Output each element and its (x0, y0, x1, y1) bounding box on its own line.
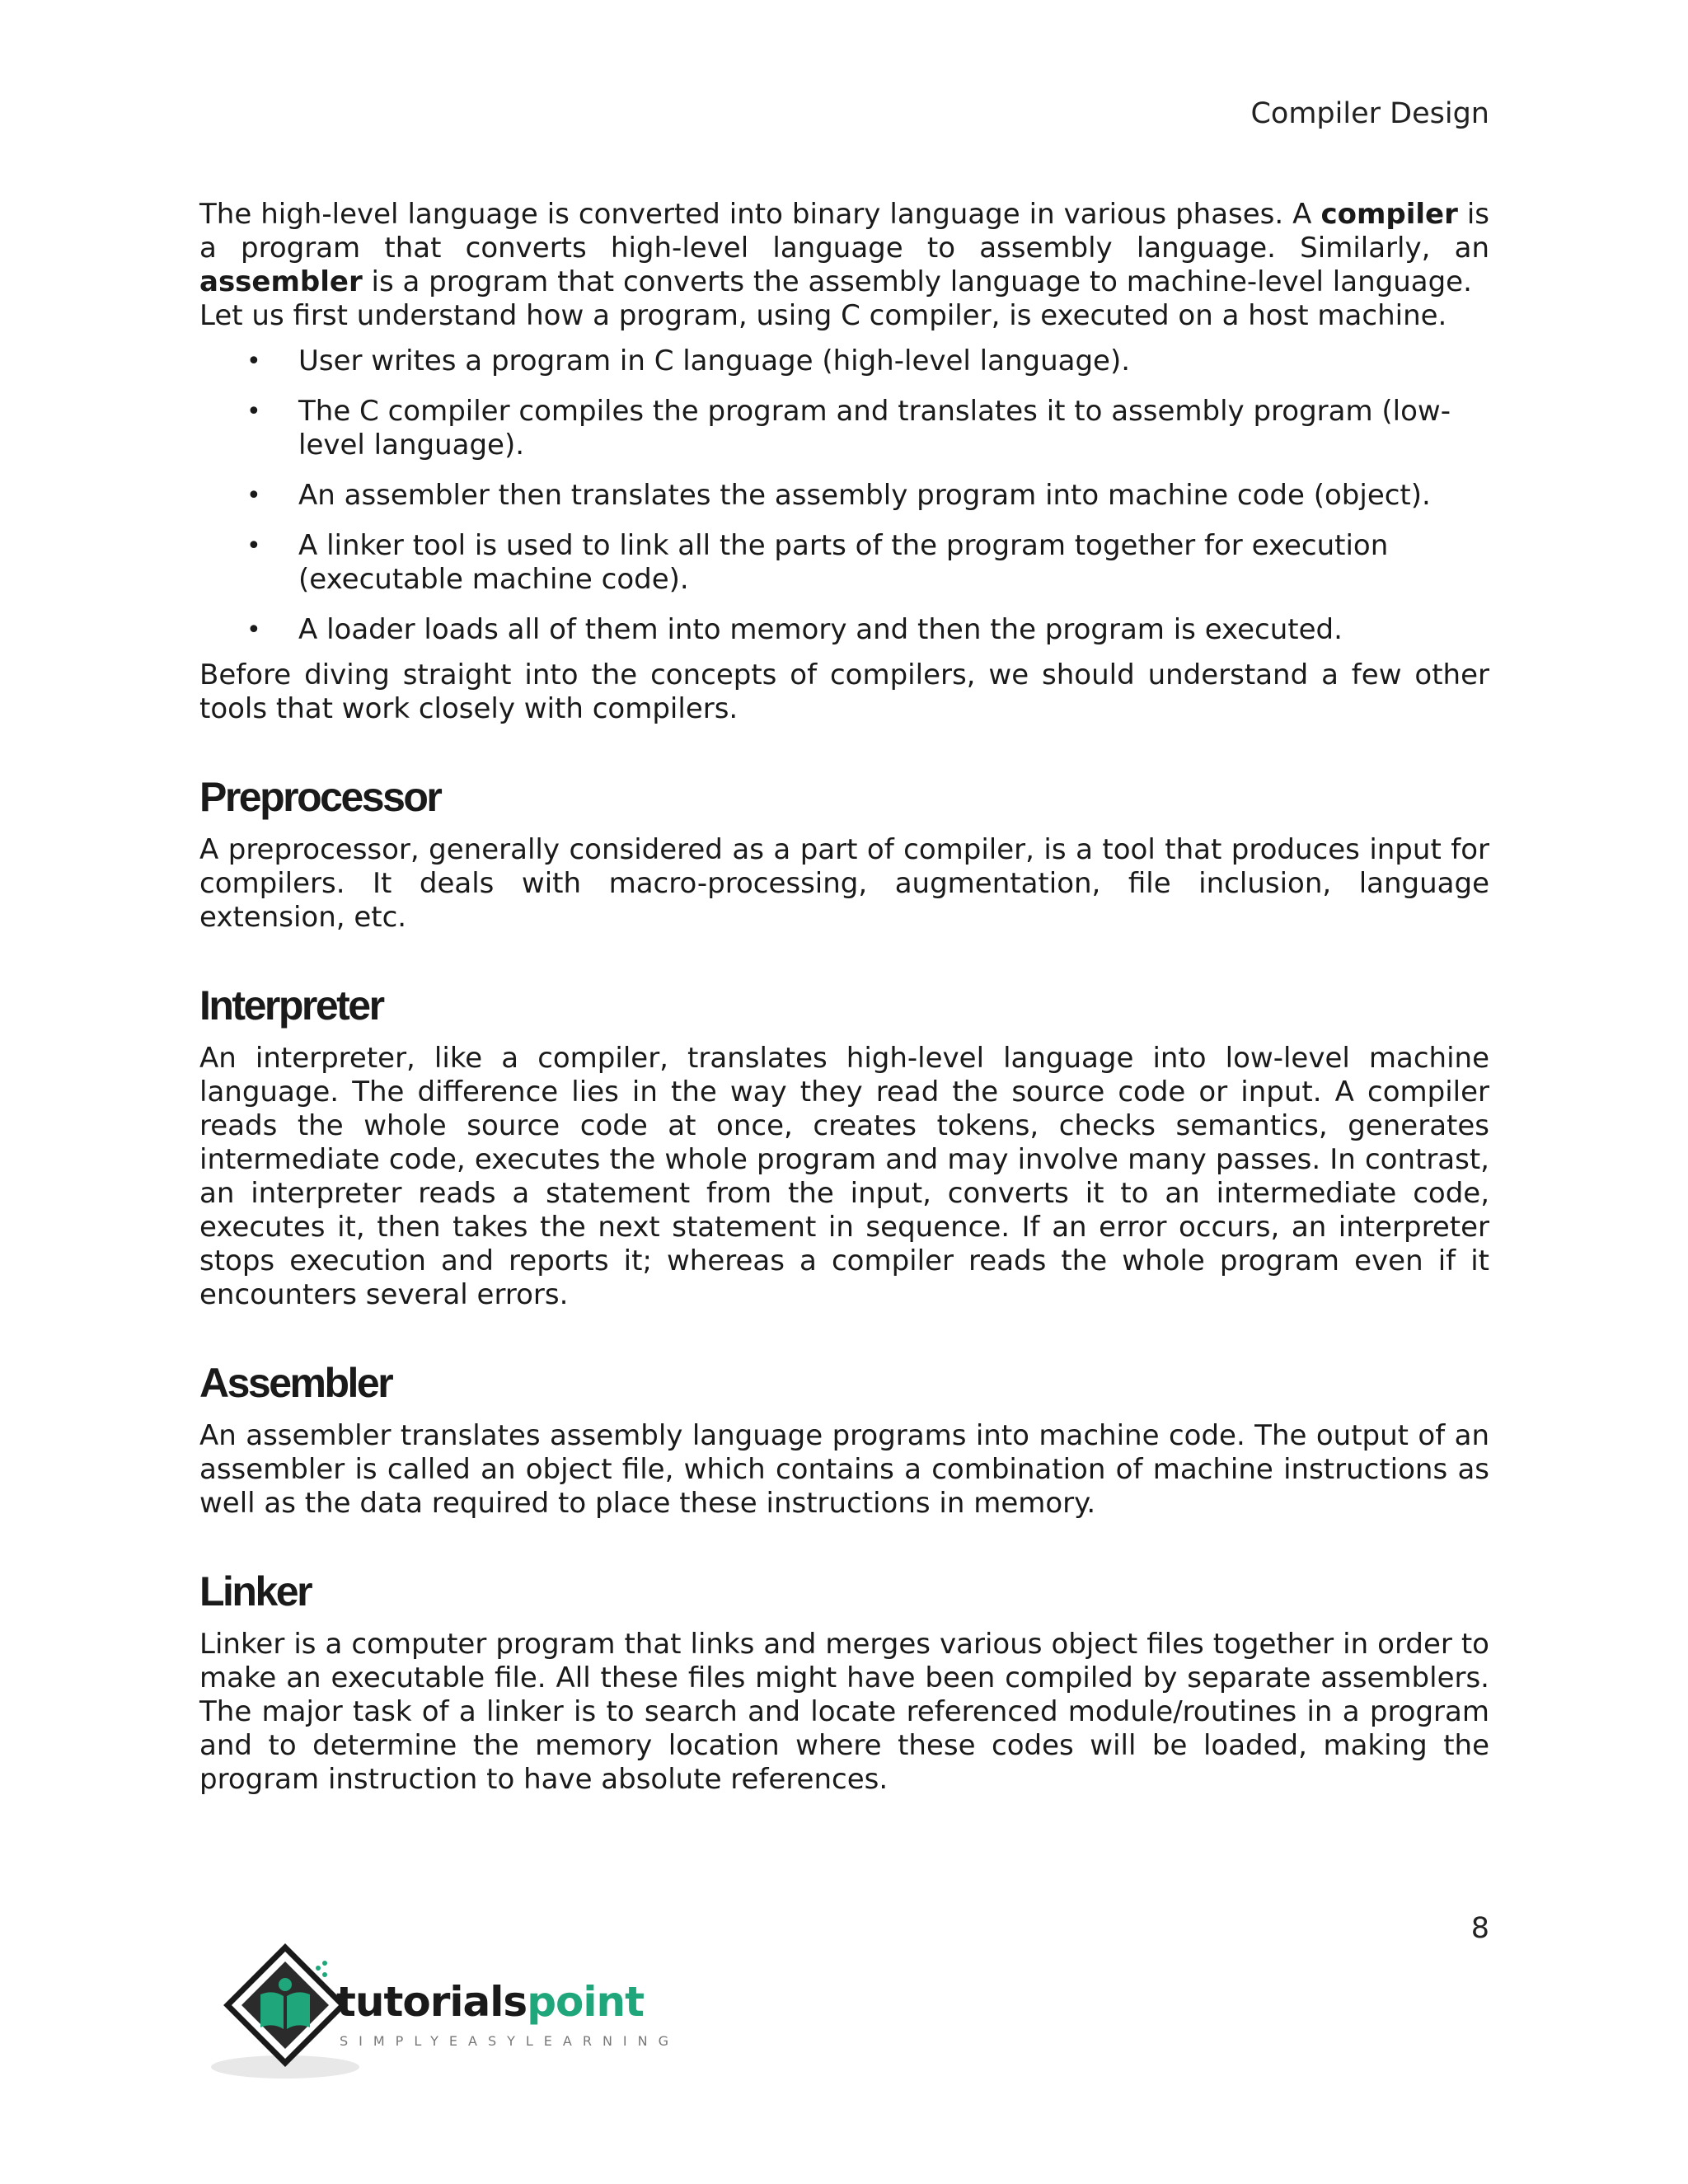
term-assembler: assembler (199, 265, 363, 298)
section-preprocessor (199, 772, 1489, 935)
list-item: • An assembler then translates the assembly program into machine code (object). (246, 479, 1431, 512)
list-item: • A loader loads all of them into memory and then the program is executed. (246, 613, 1343, 646)
section-heading: Interpreter (199, 982, 383, 1029)
tutorialspoint-logo (195, 1943, 689, 2092)
list-item: • User writes a program in C language (high-level language). (246, 344, 1131, 377)
bullet-icon: • (246, 347, 261, 376)
section-heading: Preprocessor (199, 774, 441, 820)
section-body: An interpreter, like a compiler, translates high-level language into low-level machine language. The difference lies in the way they read the source code or input. A compiler reads the whole source code at once, creates tokens, checks semantics, generates intermediate code, executes the whole program and may involve many passes. In contrast, an interpreter reads a statement from the input, converts it to an intermediate code, executes it, then takes the next statement in sequence. If an error occurs, an interpreter stops execution and reports it; whereas a compiler reads the whole program even if it encounters several errors. (199, 1042, 1489, 1311)
logo-wordmark: tutorialspoint (336, 1978, 644, 2026)
section-assembler (199, 1358, 1489, 1521)
intro-paragraph-2: Let us first understand how a program, using C compiler, is executed on a host machine. (199, 299, 1447, 332)
bullet-icon: • (246, 397, 261, 426)
process-steps-list (199, 344, 1489, 647)
bullet-icon: • (246, 532, 261, 560)
section-heading: Linker (199, 1568, 312, 1615)
bullet-icon: • (246, 616, 261, 644)
list-item: • A linker tool is used to link all the parts of the program together for execution (executable machine code). (246, 529, 1389, 596)
section-body: Linker is a computer program that links and merges various object files together in order to make an executable file. All these files might have been compiled by separate assemblers. The major task of a linker is to search and locate referenced module/routines in a program and to determine the memory location where these codes will be loaded, making the program instruction to have absolute references. (199, 1628, 1489, 1796)
list-item: • The C compiler compiles the program and translates it to assembly program (low-level language). (246, 395, 1451, 462)
logo-tagline: SIMPLYEASYLEARNING (340, 2033, 680, 2049)
section-body: An assembler translates assembly language programs into machine code. The output of an assembler is called an object file, which contains a combination of machine instructions as well as the data required to place these instructions in memory. (199, 1419, 1489, 1520)
term-compiler: compiler (1320, 198, 1458, 231)
page-number: 8 (1470, 1912, 1489, 1945)
page-content (199, 198, 1489, 1797)
section-interpreter (199, 981, 1489, 1312)
section-heading: Assembler (199, 1360, 392, 1406)
bullet-icon: • (246, 481, 261, 510)
section-body: A preprocessor, generally considered as a part of compiler, is a tool that produces input for compilers. It deals with macro-processing, augmentation, file inclusion, language extension, etc. (199, 833, 1489, 934)
page-header-title: Compiler Design (1250, 97, 1489, 130)
intro-paragraph-3: Before diving straight into the concepts of compilers, we should understand a few other tools that work closely with compilers. (199, 658, 1489, 725)
intro-paragraph: The high-level language is converted into binary language in various phases. A compiler is a program that converts high-level language to assembly language. Similarly, an assembler is a program that converts the assembly language to machine-level language. (199, 198, 1490, 298)
section-linker (199, 1567, 1489, 1797)
